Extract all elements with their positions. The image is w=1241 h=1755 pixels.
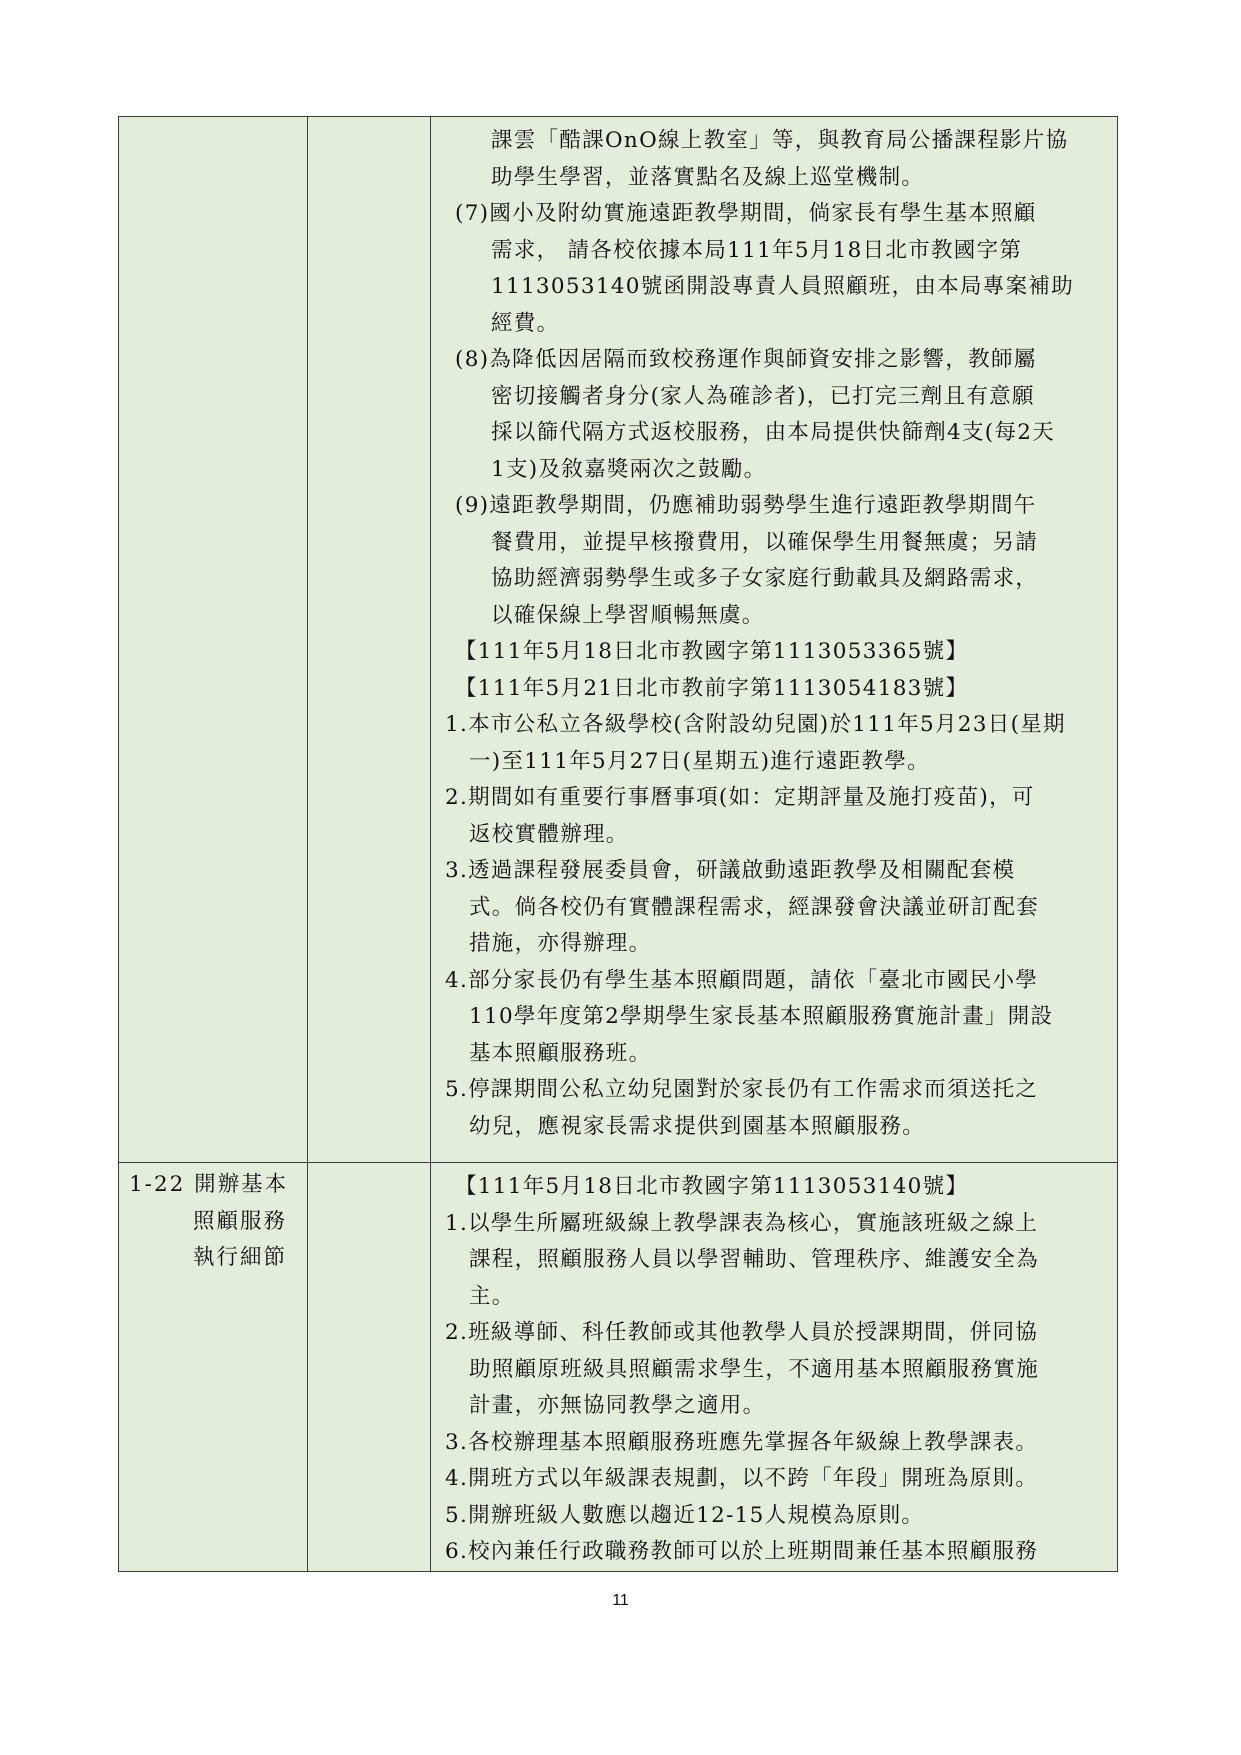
- text-line: [445, 488, 1107, 525]
- text-line: [445, 1036, 1107, 1073]
- text-line: [445, 671, 1107, 708]
- text-line-content: 6.校內兼任行政職務教師可以於上班期間兼任基本照顧服務: [445, 1539, 1039, 1564]
- table-row: [119, 117, 1118, 1163]
- text-line-content: (8)為降低因居隔而致校務運作與師資安排之影響，教師屬: [455, 347, 1037, 372]
- text-line: [445, 1498, 1107, 1535]
- text-line-content: 式。倘各校仍有實體課程需求，經課發會決議並研訂配套: [469, 894, 1040, 920]
- content-cell: [431, 117, 1118, 1163]
- text-line-content: 2.班級導師、科任教師或其他教學人員於授課期間，併同協: [445, 1320, 1039, 1345]
- item-label-line: 執行細節: [193, 1245, 288, 1270]
- text-line-content: 餐費用，並提早核撥費用，以確保學生用餐無虞；另請: [491, 529, 1039, 555]
- item-label: [119, 1163, 307, 1277]
- text-line: [445, 525, 1107, 562]
- text-line: [445, 817, 1107, 854]
- text-line-content: (9)遠距教學期間，仍應補助弱勢學生進行遠距教學期間午: [455, 493, 1037, 518]
- text-line-content: 主。: [469, 1283, 515, 1309]
- text-line-content: 措施，亦得辦理。: [469, 931, 652, 956]
- text-line: [445, 1169, 1107, 1206]
- text-line: [445, 1242, 1107, 1279]
- text-line: [445, 926, 1107, 963]
- text-line: [445, 1109, 1107, 1146]
- text-line: [445, 598, 1107, 635]
- text-line-content: 4.開班方式以年級課表規劃，以不跨「年段」開班為原則。: [445, 1466, 1039, 1491]
- text-line: [445, 634, 1107, 671]
- text-line: [445, 452, 1107, 489]
- text-line: [445, 561, 1107, 598]
- text-line-content: 1.本市公私立各級學校(含附設幼兒園)於111年5月23日(星期: [445, 712, 1066, 737]
- text-line-content: 4.部分家長仍有學生基本照顧問題，請依「臺北市國民小學: [445, 967, 1039, 993]
- item-cell: [119, 117, 308, 1163]
- text-line-content: 1.以學生所屬班級線上教學課表為核心，實施該班級之線上: [445, 1210, 1039, 1236]
- text-line-content: 以確保線上學習順暢無虞。: [491, 602, 765, 628]
- text-line-content: 一)至111年5月27日(星期五)進行遠距教學。: [469, 748, 930, 774]
- content-lines: [431, 117, 1117, 1145]
- text-line-content: 5.停課期間公私立幼兒園對於家長仍有工作需求而須送托之: [445, 1077, 1039, 1102]
- text-line: [445, 306, 1107, 343]
- item-label-line: 1-22 開辦基本: [129, 1172, 289, 1197]
- text-line: [445, 379, 1107, 416]
- text-line: [445, 1534, 1107, 1571]
- text-line-content: 【111年5月18日北市教國字第1113053140號】: [455, 1174, 969, 1199]
- text-line-content: 採以篩代隔方式返校服務，由本局提供快篩劑4支(每2天: [491, 420, 1056, 445]
- text-line: [445, 1461, 1107, 1498]
- text-line: [445, 196, 1107, 233]
- text-line: [445, 999, 1107, 1036]
- table-row: [119, 1163, 1118, 1572]
- text-line-content: 課程，照顧服務人員以學習輔助、管理秩序、維護安全為: [469, 1247, 1040, 1272]
- text-line-content: 助照顧原班級具照顧需求學生，不適用基本照顧服務實施: [469, 1356, 1040, 1382]
- text-line: [445, 233, 1107, 270]
- basis-cell: [308, 1163, 431, 1572]
- text-line-content: 經費。: [491, 310, 560, 336]
- page-number: 11: [612, 1592, 629, 1609]
- text-line: [445, 1425, 1107, 1462]
- text-line: [445, 1315, 1107, 1352]
- content-cell: [431, 1163, 1118, 1572]
- text-line-content: 密切接觸者身分(家人為確診者)，已打完三劑且有意願: [491, 383, 1035, 409]
- text-line-content: 計畫，亦無協同教學之適用。: [469, 1393, 766, 1418]
- text-line: [445, 853, 1107, 890]
- text-line-content: 110學年度第2學期學生家長基本照顧服務實施計畫」開設: [469, 1004, 1054, 1029]
- text-line-content: 基本照顧服務班。: [469, 1040, 652, 1066]
- item-label-line: 照顧服務: [193, 1208, 288, 1234]
- text-line: [445, 123, 1107, 160]
- text-line: [445, 269, 1107, 306]
- content-lines: [431, 1163, 1117, 1571]
- text-line: [445, 160, 1107, 197]
- document-table: [118, 116, 1118, 1572]
- text-line-content: 5.開辦班級人數應以趨近12-15人規模為原則。: [445, 1502, 925, 1528]
- text-line: [445, 707, 1107, 744]
- text-line-content: 【111年5月18日北市教國字第1113053365號】: [455, 639, 969, 664]
- text-line: [445, 780, 1107, 817]
- text-line-content: 需求， 請各校依據本局111年5月18日北市教國字第: [491, 237, 1023, 263]
- text-line-content: 1113053140號函開設專責人員照顧班，由本局專案補助: [491, 274, 1074, 299]
- text-line: [445, 1388, 1107, 1425]
- text-line-content: 返校實體辦理。: [469, 821, 629, 847]
- text-line-content: (7)國小及附幼實施遠距教學期間，倘家長有學生基本照顧: [455, 201, 1037, 226]
- item-cell: [119, 1163, 308, 1572]
- text-line: [445, 1206, 1107, 1243]
- text-line-content: 助學生學習，並落實點名及線上巡堂機制。: [491, 164, 925, 190]
- text-line-content: 2.期間如有重要行事曆事項(如：定期評量及施打疫苗)，可: [445, 785, 1035, 810]
- text-line-content: 3.透過課程發展委員會，研議啟動遠距教學及相關配套模: [445, 858, 1016, 883]
- text-line: [445, 1279, 1107, 1316]
- text-line: [445, 963, 1107, 1000]
- text-line: [445, 890, 1107, 927]
- text-line-content: 【111年5月21日北市教前字第1113054183號】: [455, 675, 969, 701]
- text-line: [445, 1352, 1107, 1389]
- text-line: [445, 1072, 1107, 1109]
- text-line: [445, 342, 1107, 379]
- text-line: [445, 415, 1107, 452]
- text-line-content: 1支)及敘嘉獎兩次之鼓勵。: [491, 456, 767, 482]
- text-line-content: 協助經濟弱勢學生或多子女家庭行動載具及網路需求，: [491, 566, 1039, 591]
- text-line-content: 幼兒，應視家長需求提供到園基本照顧服務。: [469, 1113, 926, 1139]
- text-line-content: 課雲「酷課OnO線上教室」等，與教育局公播課程影片協: [491, 128, 1069, 153]
- text-line: [445, 744, 1107, 781]
- basis-cell: [308, 117, 431, 1163]
- text-line-content: 3.各校辦理基本照顧服務班應先掌握各年級線上教學課表。: [445, 1429, 1039, 1455]
